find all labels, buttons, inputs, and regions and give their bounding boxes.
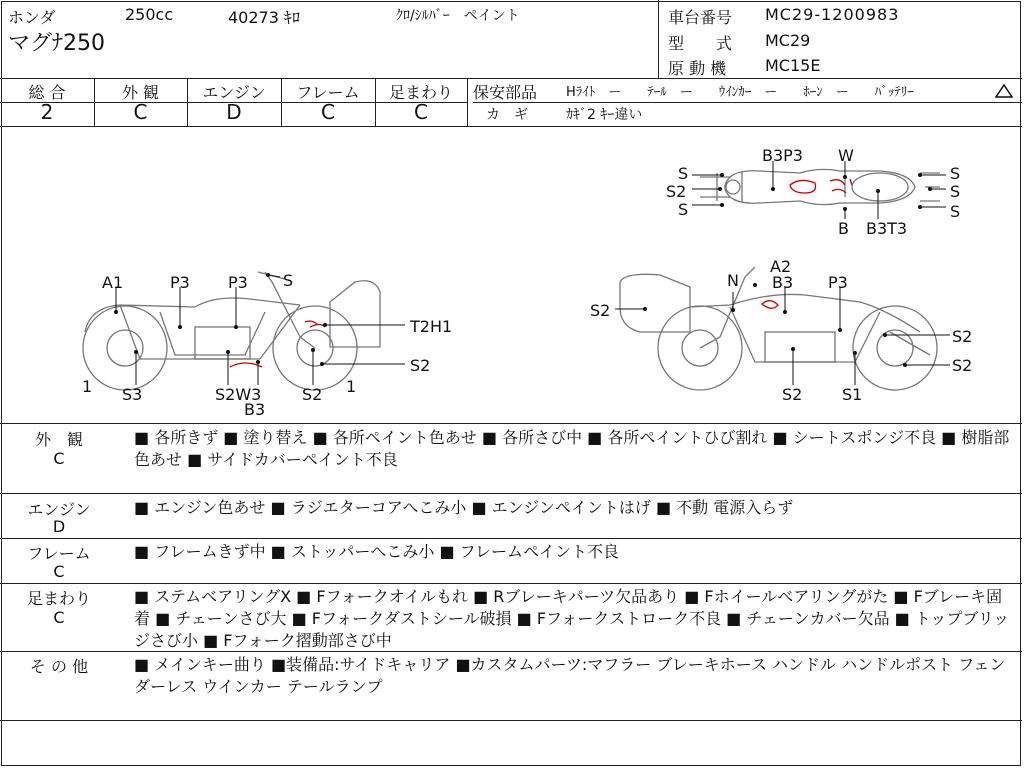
grade-header-engine: エンジン — [202, 83, 266, 102]
label-p3-right: P3 — [828, 273, 848, 292]
label-s1: S1 — [842, 385, 863, 404]
damage-diagram — [0, 127, 1022, 423]
label-s-top-right-3: S — [950, 202, 961, 221]
section-grade: C — [53, 449, 65, 468]
frame-label: 車台番号 — [668, 8, 733, 27]
label-s2-left-right: S2 — [410, 356, 431, 375]
section-text: ■ メインキー曲り ■装備品:サイドキャリア ■カスタムパーツ:マフラー ブレーキホース ハンドル ハンドルポスト フェンダーレス ウインカー テールランプ — [134, 655, 1006, 696]
grade-header-suspension: 足まわり — [388, 83, 453, 102]
label-s2-right-1: S2 — [952, 327, 973, 346]
label-s2w3: S2W3 — [215, 385, 262, 404]
section-grade: C — [53, 608, 65, 627]
section-text: ■ 各所きず ■ 塗り替え ■ 各所ペイント色あせ ■ 各所さび中 ■ 各所ペイントひび割れ ■ シートスポンジ不良 ■ 樹脂部色あせ ■ サイドカバーペイント不良 — [134, 428, 1010, 469]
grade-value-overall: 2 — [40, 100, 54, 124]
label-p3-b: P3 — [228, 273, 248, 292]
label-1-left-b: 1 — [346, 377, 357, 396]
damage-marks — [230, 179, 852, 367]
section-text: ■ エンジン色あせ ■ ラジエターコアへこみ小 ■ エンジンペイントはげ ■ 不動 電源入らず — [134, 498, 794, 517]
label-p3-a: P3 — [170, 273, 190, 292]
label-1-left-a: 1 — [82, 377, 93, 396]
type-value: MC29 — [765, 31, 811, 50]
label-s3: S3 — [122, 385, 143, 404]
color: ｸﾛ/ｼﾙﾊﾞｰ ペイント — [396, 8, 520, 24]
grade-header-exterior: 外 観 — [121, 83, 160, 102]
section-grade: C — [53, 562, 65, 581]
label-b3-left: B3 — [244, 400, 266, 419]
label-s-top-left-2: S — [678, 200, 689, 219]
label-s2-top-left: S2 — [666, 182, 687, 201]
maker: ホンダ — [8, 8, 56, 27]
model-name: マグﾅ250 — [8, 31, 105, 56]
label-a2: A2 — [770, 257, 792, 276]
triangle-up-icon — [994, 83, 1014, 99]
grade-value-frame: C — [321, 100, 335, 124]
label-s2-right-2: S2 — [952, 356, 973, 375]
label-s2-right-bottom: S2 — [782, 385, 803, 404]
displacement: 250cc — [125, 5, 174, 24]
safety-title: 保安部品 — [473, 83, 538, 102]
label-s-left: S — [283, 271, 294, 290]
section-label: フレーム — [27, 544, 91, 563]
grade-header-overall: 総 合 — [28, 83, 66, 102]
grade-value-exterior: C — [133, 100, 148, 124]
label-s-top-left-1: S — [678, 164, 689, 183]
grade-value-engine: D — [226, 100, 242, 124]
label-w: W — [838, 146, 854, 165]
engine-value: MC15E — [765, 56, 821, 75]
grade-value-suspension: C — [414, 100, 428, 124]
label-a1: A1 — [102, 273, 124, 292]
label-s-top-right-1: S — [950, 164, 961, 183]
type-label: 型 式 — [668, 34, 733, 53]
engine-label: 原 動 機 — [668, 59, 727, 78]
label-n: N — [727, 271, 739, 290]
top-view-bike — [700, 169, 940, 204]
label-b3t3: B3T3 — [866, 219, 908, 238]
section-text: ■ フレームきず中 ■ ストッパーへこみ小 ■ フレームペイント不良 — [134, 542, 620, 561]
label-s2-right-left: S2 — [590, 301, 611, 320]
label-b3p3: B3P3 — [762, 146, 803, 165]
key-value: ｶｷﾞ2 ｷｰ違い — [566, 107, 643, 123]
label-b: B — [838, 219, 849, 238]
safety-items: Hﾗｲﾄ ー ﾃｰﾙ ー ｳｲﾝｶｰ ー ﾎｰﾝ ー ﾊﾞｯﾃﾘｰ — [566, 85, 914, 100]
section-label: エンジン — [27, 500, 91, 519]
frame-number: MC29-1200983 — [765, 5, 900, 24]
label-b3-right: B3 — [772, 273, 794, 292]
key-label: カ ギ — [486, 107, 528, 123]
section-label: そ の 他 — [29, 657, 89, 676]
label-s2-left-bottom: S2 — [302, 385, 323, 404]
grade-header-frame: フレーム — [296, 83, 360, 102]
mileage: 40273 ｷﾛ — [228, 8, 300, 27]
section-text: ■ ステムベアリングX ■ Fフォークオイルもれ ■ Rブレーキパーツ欠品あり ■ Fホイールベアリングがた ■ Fブレーキ固着 ■ チェーンさび大 ■ Fフォークダストシール破損 ■ Fフォークストローク不良 ■ チェーンカバー欠品 ■ トップブリッジさび小 ■ Fフォーク摺動部さび中 — [134, 587, 1010, 650]
section-label: 足まわり — [26, 589, 91, 608]
section-grade: D — [52, 517, 66, 536]
section-label: 外 観 — [34, 430, 83, 449]
label-s-top-right-2: S — [950, 182, 961, 201]
label-t2h1: T2H1 — [410, 317, 453, 336]
